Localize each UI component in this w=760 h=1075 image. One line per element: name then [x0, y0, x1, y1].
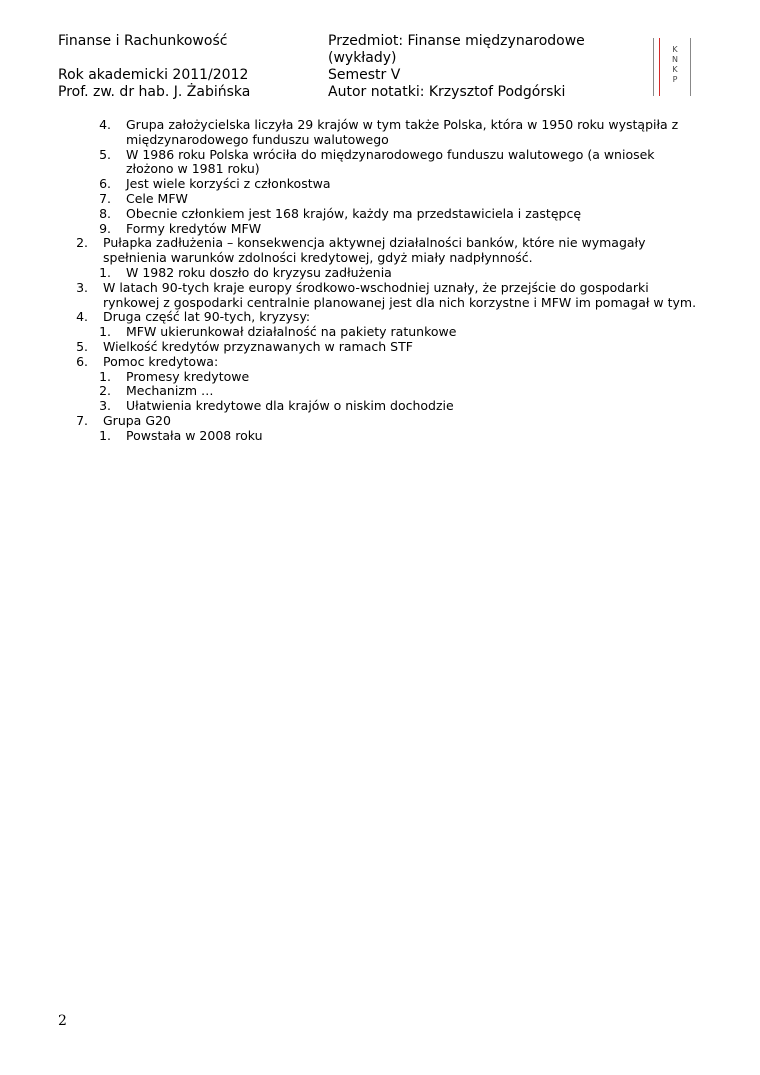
list-item: [58, 192, 698, 207]
header-left: [58, 33, 250, 101]
list-item-number: 4.: [76, 309, 88, 325]
list-item: [58, 355, 698, 370]
list-item: [58, 310, 698, 325]
header-right: [328, 33, 585, 101]
knkp-logo: [650, 38, 694, 96]
list-item-text: MFW ukierunkował działalność na pakiety ratunkowe: [126, 324, 457, 340]
logo-bar-grey-right: [690, 38, 691, 96]
list-item: [58, 325, 698, 340]
list-item: [58, 177, 698, 192]
header-semester: Semestr V: [328, 67, 401, 83]
list-item-number: 5.: [76, 338, 88, 354]
notes-list: [58, 118, 698, 444]
list-item-number: 7.: [99, 190, 111, 206]
list-item-number: 7.: [76, 412, 88, 428]
list-item-number: 2.: [99, 383, 111, 399]
logo-letter: N: [672, 55, 678, 64]
list-item: [58, 340, 698, 355]
page-number: 2: [58, 1013, 67, 1029]
list-item-text: Cele MFW: [126, 190, 188, 206]
list-item-text: Grupa założycielska liczyła 29 krajów w tym także Polska, która w 1950 roku wystąpiła z międzynarodowego funduszu walutowego: [126, 117, 679, 147]
list-item-text: Druga część lat 90-tych, kryzysy:: [103, 309, 311, 325]
list-item: [58, 207, 698, 222]
list-item: [58, 414, 698, 429]
list-item: [58, 281, 698, 311]
list-item-number: 1.: [99, 368, 111, 384]
list-item-text: Formy kredytów MFW: [126, 220, 262, 236]
logo-letter: P: [672, 75, 678, 84]
logo-bar-red: [659, 38, 660, 96]
list-item-text: Grupa G20: [103, 412, 171, 428]
list-item-number: 3.: [76, 279, 88, 295]
header-academic-year: Rok akademicki 2011/2012: [58, 67, 249, 83]
list-item: [58, 236, 698, 266]
list-item-text: Ułatwienia kredytowe dla krajów o niskim dochodzie: [126, 398, 454, 414]
list-item-text: Pomoc kredytowa:: [103, 353, 219, 369]
logo-letter: K: [672, 65, 678, 74]
header-author: Autor notatki: Krzysztof Podgórski: [328, 84, 566, 100]
list-item-number: 6.: [76, 353, 88, 369]
logo-bar-grey-left: [653, 38, 654, 96]
header-professor: Prof. zw. dr hab. J. Żabińska: [58, 84, 251, 100]
list-item-text: Mechanizm …: [126, 383, 214, 399]
header-spacer: [58, 50, 250, 67]
list-item-text: Wielkość kredytów przyznawanych w ramach STF: [103, 338, 413, 354]
list-item-number: 1.: [99, 324, 111, 340]
list-item-text: Powstała w 2008 roku: [126, 427, 263, 443]
list-item: [58, 222, 698, 237]
header-subject: Przedmiot: Finanse międzynarodowe: [328, 33, 585, 49]
list-item-number: 2.: [76, 235, 88, 251]
list-item: [58, 429, 698, 444]
list-item: [58, 399, 698, 414]
list-item-text: Obecnie członkiem jest 168 krajów, każdy ma przedstawiciela i zastępcę: [126, 205, 582, 221]
list-item-number: 9.: [99, 220, 111, 236]
list-item: [58, 118, 698, 148]
list-item-number: 6.: [99, 176, 111, 192]
list-item-text: Pułapka zadłużenia – konsekwencja aktywnej działalności banków, które nie wymagały spełnienia warunków zdolności kredytowej, gdyż miały nadpłynność.: [103, 235, 646, 266]
list-item-text: W 1986 roku Polska wróciła do międzynarodowego funduszu walutowego (a wniosek złożono w 1981 roku): [126, 146, 655, 177]
list-item: [58, 266, 698, 281]
list-item-text: W latach 90-tych kraje europy środkowo-wschodniej uznały, że przejście do gospodarki rynkowej z gospodarki centralnie planowanej jest dla nich korzystne i MFW im pomagał w tym.: [103, 279, 697, 310]
list-item: [58, 370, 698, 385]
list-item-text: Jest wiele korzyści z członkostwa: [126, 176, 331, 192]
logo-letters: [670, 45, 680, 85]
list-item-number: 1.: [99, 264, 111, 280]
header-subject-type: (wykłady): [328, 50, 397, 66]
list-item: [58, 148, 698, 178]
header-field-name: Finanse i Rachunkowość: [58, 33, 228, 49]
list-item-number: 5.: [99, 146, 111, 162]
list-item-text: W 1982 roku doszło do kryzysu zadłużenia: [126, 264, 392, 280]
list-item: [58, 384, 698, 399]
logo-letter: K: [672, 45, 678, 54]
list-item-text: Promesy kredytowe: [126, 368, 250, 384]
list-item-number: 3.: [99, 398, 111, 414]
list-item-number: 8.: [99, 205, 111, 221]
list-item-number: 1.: [99, 427, 111, 443]
list-item-number: 4.: [99, 117, 111, 132]
